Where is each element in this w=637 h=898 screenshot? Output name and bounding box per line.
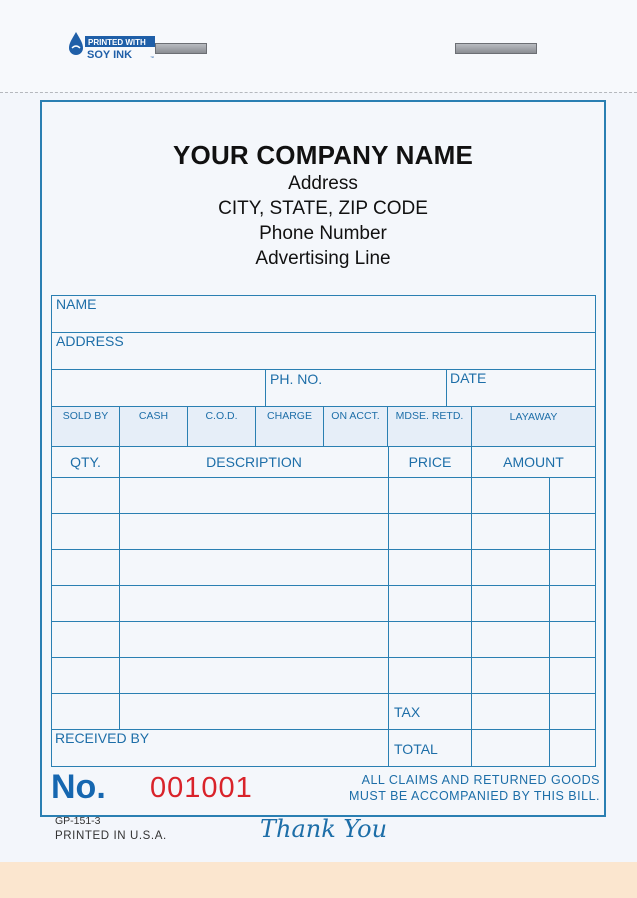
form-code: GP-151-3 bbox=[55, 815, 101, 827]
claims-notice-line2: MUST BE ACCOMPANIED BY THIS BILL. bbox=[348, 789, 600, 803]
thank-you-script: Thank You bbox=[260, 815, 388, 843]
rule bbox=[51, 332, 596, 333]
sale-type-cod: C.O.D. bbox=[205, 410, 238, 422]
rule bbox=[549, 477, 550, 767]
date-field-label: DATE bbox=[450, 370, 487, 386]
sale-type-on-acct: ON ACCT. bbox=[331, 410, 380, 422]
sale-type-charge: CHARGE bbox=[267, 410, 312, 422]
sale-type-layaway: LAYAWAY bbox=[509, 411, 558, 423]
logo-line1: PRINTED WITH bbox=[88, 38, 146, 47]
staple-slot-right bbox=[455, 43, 537, 54]
rule bbox=[51, 693, 596, 694]
column-header-price: PRICE bbox=[408, 454, 452, 470]
sale-type-mdse-retd: MDSE. RETD. bbox=[395, 410, 464, 422]
rule bbox=[51, 513, 596, 514]
logo-tm: ™ bbox=[150, 55, 154, 60]
rule bbox=[51, 369, 596, 370]
total-label: TOTAL bbox=[394, 741, 438, 757]
staple-slot-left bbox=[155, 43, 207, 54]
rule bbox=[265, 369, 266, 407]
address-field-label: ADDRESS bbox=[56, 333, 124, 349]
printed-in-usa: PRINTED IN U.S.A. bbox=[55, 830, 167, 842]
rule bbox=[51, 621, 596, 622]
perforation-line bbox=[0, 92, 637, 93]
sale-type-cash: CASH bbox=[138, 410, 169, 422]
company-advertising-line: Advertising Line bbox=[255, 248, 391, 269]
column-header-amount: AMOUNT bbox=[503, 454, 564, 470]
received-by-label: RECEIVED BY bbox=[55, 730, 150, 746]
rule bbox=[119, 446, 120, 729]
form-grid bbox=[51, 295, 596, 767]
column-header-description: DESCRIPTION bbox=[206, 454, 302, 470]
rule bbox=[446, 369, 447, 407]
company-phone: Phone Number bbox=[259, 223, 387, 244]
logo-line2: SOY INK bbox=[87, 49, 133, 60]
soy-ink-logo bbox=[66, 30, 158, 60]
bottom-color-band bbox=[0, 862, 637, 898]
rule bbox=[51, 549, 596, 550]
sale-type-sold-by: SOLD BY bbox=[62, 410, 109, 422]
rule bbox=[388, 446, 389, 767]
company-name: YOUR COMPANY NAME bbox=[172, 140, 473, 170]
column-header-qty: QTY. bbox=[70, 454, 101, 470]
company-city-state-zip: CITY, STATE, ZIP CODE bbox=[218, 198, 428, 219]
rule bbox=[51, 585, 596, 586]
name-field-label: NAME bbox=[56, 296, 97, 312]
rule bbox=[471, 446, 472, 767]
form-number: 001001 bbox=[150, 772, 253, 804]
company-address: Address bbox=[288, 173, 358, 194]
rule bbox=[51, 477, 596, 478]
number-label: No. bbox=[51, 768, 106, 806]
tax-label: TAX bbox=[394, 704, 421, 720]
phone-field-label: PH. NO. bbox=[270, 371, 323, 387]
claims-notice-line1: ALL CLAIMS AND RETURNED GOODS bbox=[361, 773, 600, 787]
rule bbox=[51, 657, 596, 658]
